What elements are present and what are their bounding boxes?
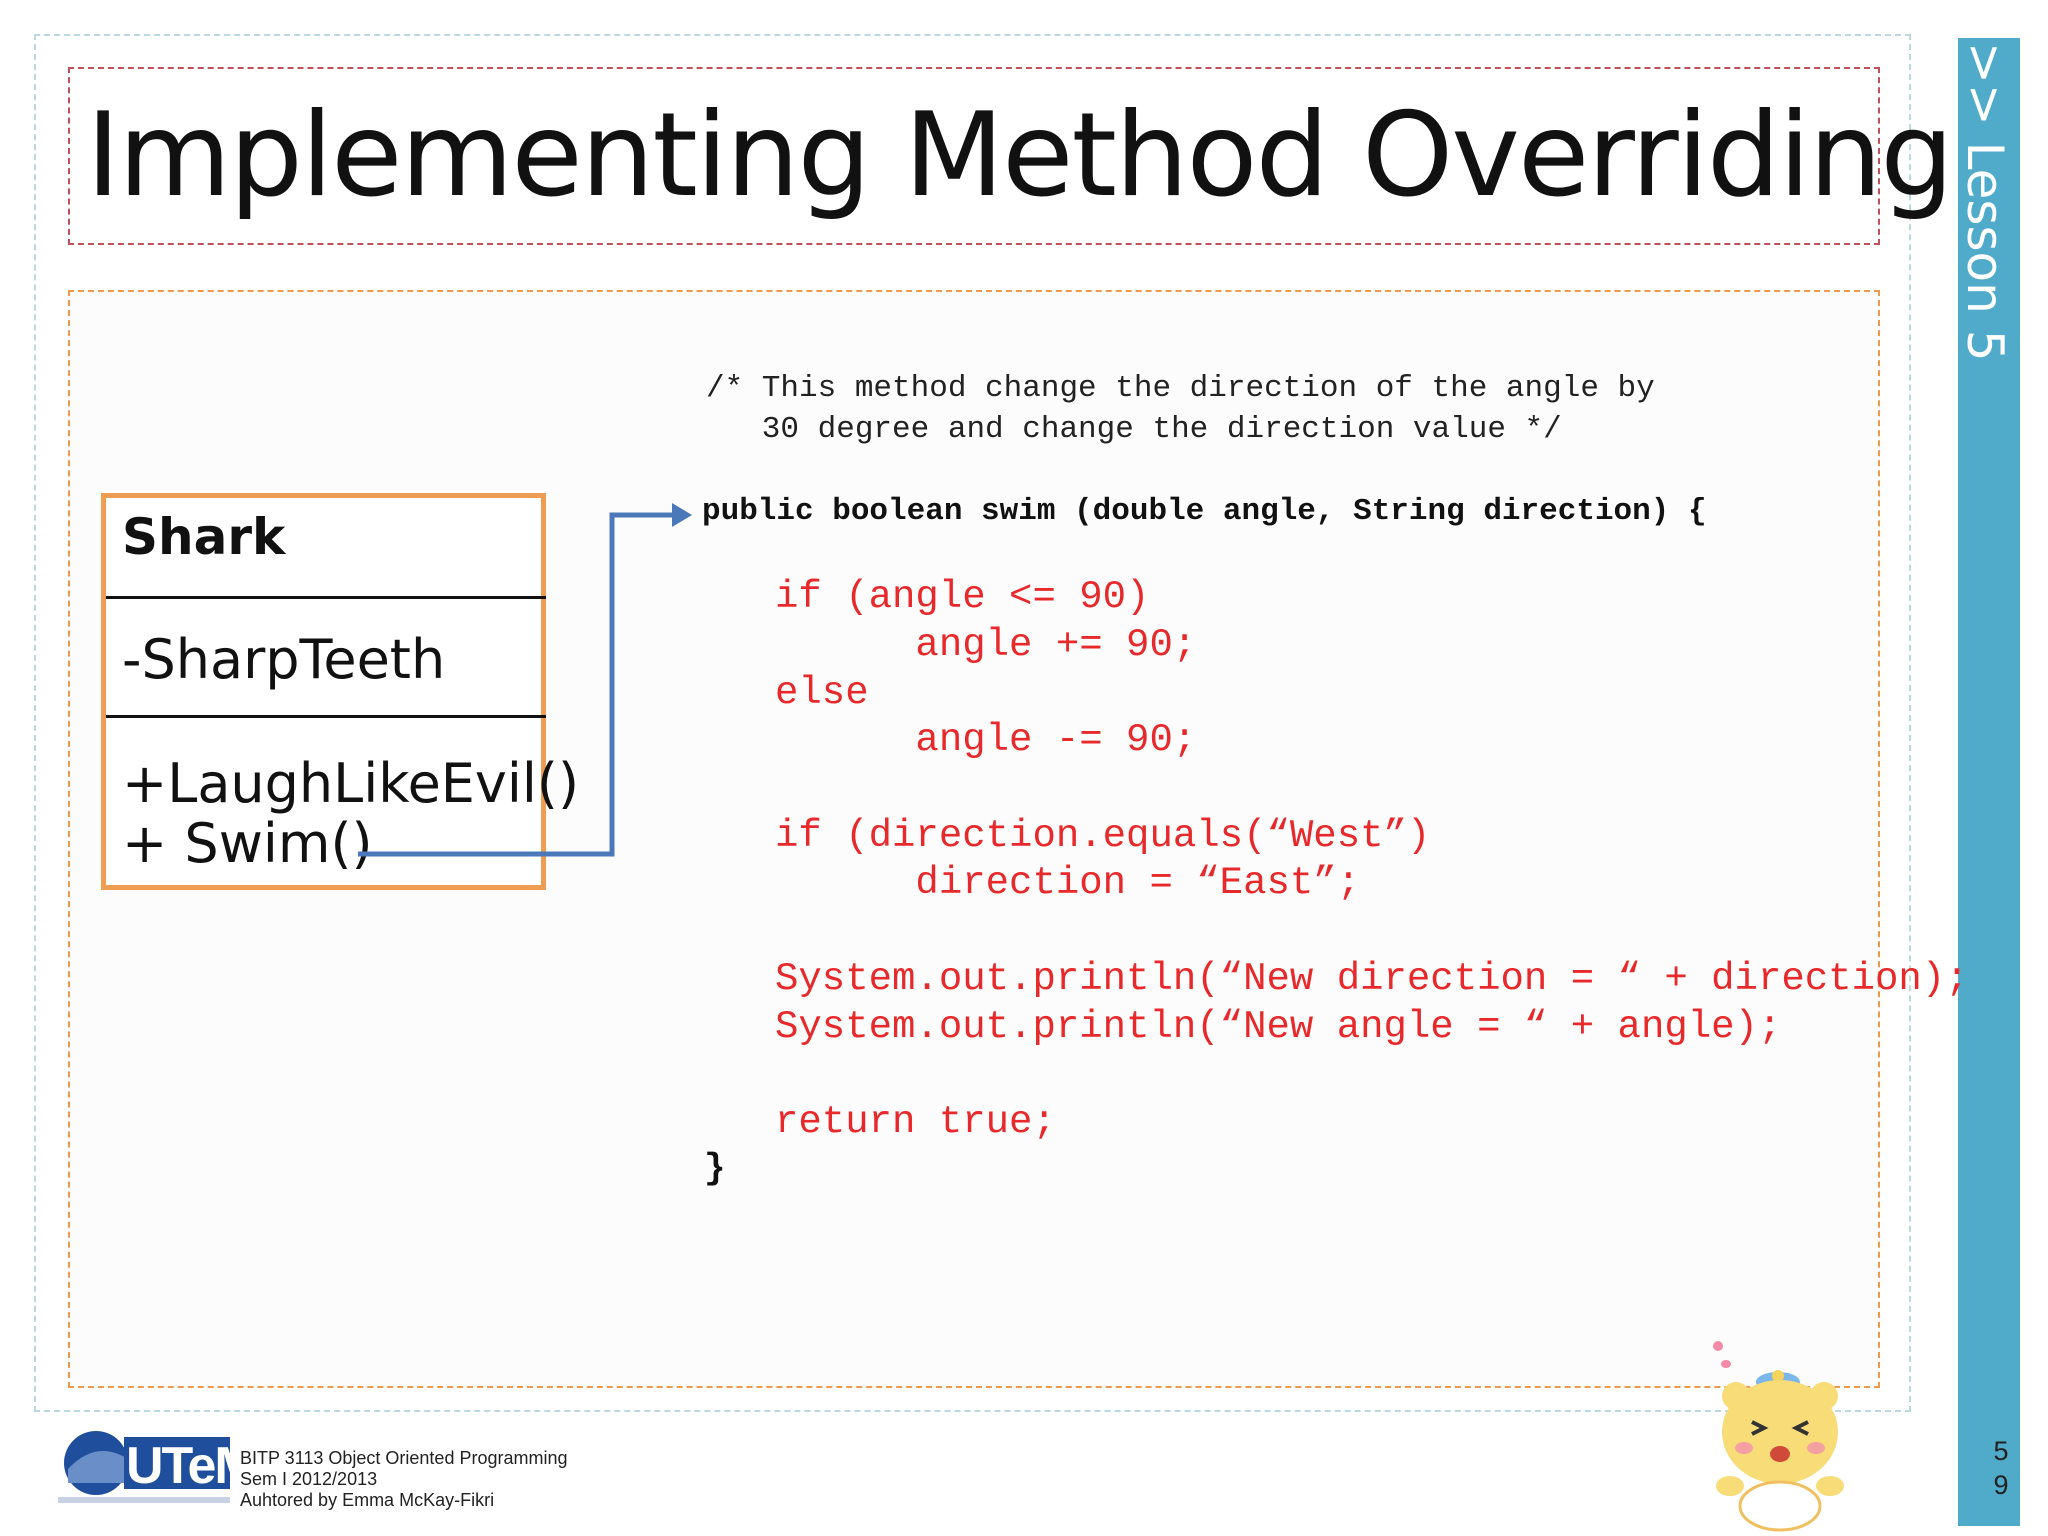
footer-author: Auhtored by Emma McKay-Fikri [240,1490,495,1510]
slide-title: Implementing Method Overriding [86,88,1952,223]
uml-attribute: -SharpTeeth [122,628,446,691]
logo-text: UTeM [126,1437,256,1495]
uml-class-name: Shark [122,508,286,566]
code-signature: public boolean swim (double angle, String direction) { [702,494,1707,529]
arrow-head-icon [672,503,692,527]
footer-course: BITP 3113 Object Oriented Programming [240,1448,568,1468]
code-line: System.out.println(“New direction = “ + direction); [775,957,1969,1001]
code-comment: /* This method change the direction of the angle by [706,371,1655,406]
footer-semester: Sem I 2012/2013 [240,1469,378,1489]
lesson-label: >> Lesson 5 [1956,42,2014,362]
page-number-digit: 5 [1993,1436,2009,1466]
code-line: if (direction.equals(“West”) [775,814,1431,858]
code-comment: 30 degree and change the direction value */ [706,412,1562,447]
code-line: if (angle <= 90) [775,575,1150,619]
code-line: direction = “East”; [775,861,1361,905]
code-line: angle -= 90; [775,718,1197,762]
code-line: angle += 90; [775,623,1197,667]
code-line: else [775,671,869,715]
uml-method: +LaughLikeEvil() [122,752,580,815]
cartoon-tiger-mascot-icon [1700,1336,1860,1532]
code-line: return true; [775,1100,1056,1144]
uml-method: + Swim() [122,812,373,875]
code-line: System.out.println(“New angle = “ + angle); [775,1005,1782,1049]
code-closing-brace: } [704,1148,726,1189]
page-number-digit: 9 [1993,1470,2009,1500]
